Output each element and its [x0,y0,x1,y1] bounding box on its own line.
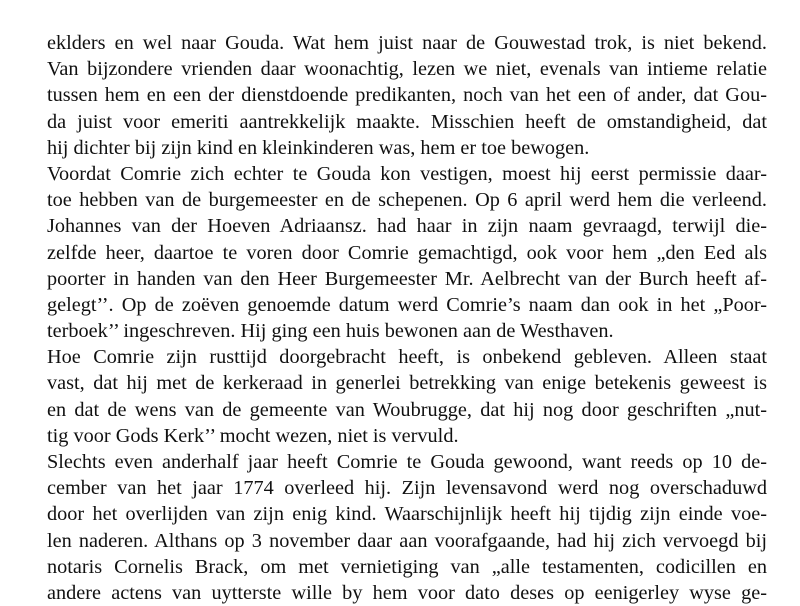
text-line: terboek’’ ingeschreven. Hij ging een huis bewonen aan de Westhaven. [47,320,614,343]
text-line: Van bijzondere vrienden daar woonachtig, lezen we niet, evenals van intieme relatie [47,58,767,81]
text-line: Voordat Comrie zich echter te Gouda kon vestigen, moest hij eerst permissie daar- [47,162,767,185]
text-line: tussen hem en een der dienstdoende predikanten, noch van het een of ander, dat Gou- [47,84,767,107]
text-line: notaris Cornelis Brack, om met vernietiging van „alle testamenten, codicillen en [47,555,767,578]
text-line: poorter in handen van den Heer Burgemeester Mr. Aelbrecht van der Burch heeft af- [47,267,767,290]
text-line: en dat de wens van de gemeente van Woubrugge, dat hij nog door geschriften „nut- [47,398,767,421]
text-line: Hoe Comrie zijn rusttijd doorgebracht heeft, is onbekend gebleven. Alleen staat [47,346,767,369]
text-line: eklders en wel naar Gouda. Wat hem juist naar de Gouwestad trok, is niet bekend. [47,32,767,54]
text-line: hij dichter bij zijn kind en kleinkinderen was, hem er toe bewogen. [47,136,590,159]
text-line: len naderen. Althans op 3 november daar aan voorafgaande, had hij zich vervoegd bij [47,529,767,552]
text-line: door het overlijden van zijn enig kind. Waarschijnlijk heeft hij tijdig zijn einde voe- [47,503,767,526]
text-line: Slechts even anderhalf jaar heeft Comrie te Gouda gewoond, want reeds op 10 de- [47,451,767,473]
text-line: zelfde heer, daartoe te voren door Comrie gemachtigd, ook voor hem „den Eed als [47,241,767,264]
body-text [47,0,767,606]
text-line: Johannes van der Hoeven Adriaansz. had haar in zijn naam gevraagd, terwijl die- [47,215,767,238]
text-line: da juist voor emeriti aantrekkelijk maakte. Misschien heeft de omstandigheid, dat [47,110,767,133]
text-line: cember van het jaar 1774 overleed hij. Zijn levensavond werd nog overschaduwd [47,477,767,500]
text-line: vast, dat hij met de kerkeraad in generlei betrekking van enige betekenis geweest is [47,372,767,395]
text-line: andere actens van uytterste wille by hem voor dato deses op eenigerley wyse ge- [47,581,767,604]
text-line: tig voor Gods Kerk’’ mocht wezen, niet is vervuld. [47,424,459,447]
text-line: gelegt’’. Op de zoëven genoemde datum werd Comrie’s naam dan ook in het „Poor- [47,293,767,316]
text-line: toe hebben van de burgemeester en de schepenen. Op 6 april werd hem die verleend. [47,189,767,212]
